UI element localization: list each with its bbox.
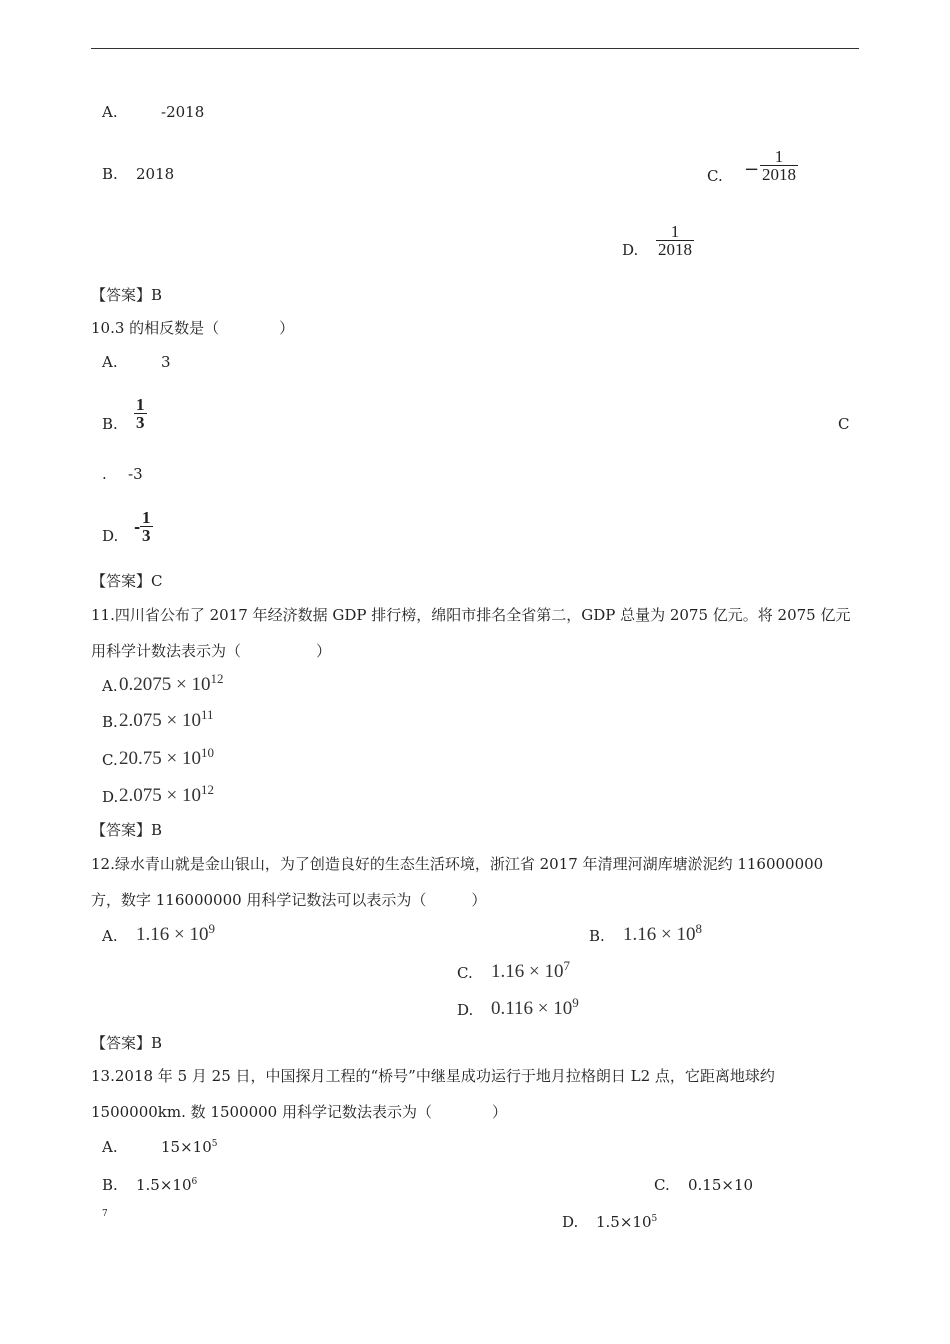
q9-option-a-value: -2018 bbox=[161, 103, 205, 121]
q12-answer: 【答案】B bbox=[91, 1034, 163, 1052]
q10-option-a-value: 3 bbox=[161, 353, 171, 371]
q12-option-a-base: 1.16 × 10 bbox=[136, 924, 209, 945]
q9-option-c-sign: − bbox=[744, 159, 760, 180]
q9-option-b-value: 2018 bbox=[136, 165, 175, 183]
q9-option-c-denominator: 2018 bbox=[762, 165, 796, 184]
q12-option-a-exponent: 9 bbox=[208, 921, 215, 936]
q11-option-c-base: 20.75 × 10 bbox=[119, 748, 201, 769]
q13-option-d-value bbox=[596, 1212, 657, 1232]
q9-option-d-numerator: 1 bbox=[670, 222, 680, 241]
q13-option-a-base: 15×10 bbox=[161, 1138, 212, 1156]
q10-option-c-value: -3 bbox=[128, 465, 143, 483]
q10-answer: 【答案】C bbox=[91, 572, 163, 590]
q11-option-a-value bbox=[119, 671, 224, 696]
q9-option-b-label: B. bbox=[102, 165, 118, 183]
q11-option-d-exponent: 12 bbox=[200, 782, 214, 797]
q9-answer: 【答案】B bbox=[91, 286, 163, 304]
q11-option-c-value bbox=[119, 745, 214, 770]
q11-option-a-exponent: 12 bbox=[210, 671, 224, 686]
q13-option-a-exponent: 5 bbox=[211, 1139, 218, 1149]
q10-option-d-numerator: 1 bbox=[142, 508, 151, 527]
q11-option-b-exponent: 11 bbox=[200, 707, 214, 722]
q12-option-d-base: 0.116 × 10 bbox=[491, 998, 573, 1019]
q9-option-c-fraction bbox=[760, 148, 798, 183]
q10-option-d-fraction bbox=[140, 509, 153, 544]
q9-option-d-denominator: 2018 bbox=[658, 240, 692, 259]
q12-option-c-value bbox=[491, 958, 570, 983]
q10-option-c-dot: . bbox=[102, 465, 107, 483]
q9-option-c-label: C. bbox=[707, 167, 723, 185]
q11-option-d-value bbox=[119, 782, 214, 807]
q11-option-b-value bbox=[119, 707, 214, 732]
q13-stem-line1: 13.2018 年 5 月 25 日，中国探月工程的“桥号”中继星成功运行于地月拉格朗日 L2 点，它距离地球约 bbox=[91, 1067, 775, 1085]
q9-option-a-label: A. bbox=[102, 103, 118, 121]
q10-option-d-denominator: 3 bbox=[142, 526, 151, 545]
q12-option-c-exponent: 7 bbox=[563, 958, 570, 973]
q11-stem-line2: 用科学计数法表示为（ ） bbox=[91, 642, 332, 660]
q13-option-a-label: A. bbox=[102, 1138, 118, 1156]
q11-option-c-label: C. bbox=[102, 751, 118, 769]
q12-option-d-value bbox=[491, 995, 579, 1020]
q13-option-d-exponent: 5 bbox=[651, 1214, 658, 1224]
q13-option-c-exponent: 7 bbox=[102, 1209, 108, 1219]
q10-stem: 10.3 的相反数是（ ） bbox=[91, 319, 295, 337]
q11-option-c-exponent: 10 bbox=[200, 745, 214, 760]
q10-option-d-label: D. bbox=[102, 527, 119, 545]
q13-option-b-exponent: 6 bbox=[191, 1177, 198, 1187]
q12-option-c-base: 1.16 × 10 bbox=[491, 961, 564, 982]
q11-option-d-base: 2.075 × 10 bbox=[119, 785, 201, 806]
q12-option-b-exponent: 8 bbox=[695, 921, 702, 936]
header-rule bbox=[91, 48, 859, 49]
q10-option-c-label: C bbox=[838, 415, 850, 433]
q12-option-c-label: C. bbox=[457, 964, 473, 982]
q9-option-d-fraction bbox=[656, 223, 694, 258]
q12-option-d-label: D. bbox=[457, 1001, 474, 1019]
q13-stem-line2: 1500000km. 数 1500000 用科学记数法表示为（ ） bbox=[91, 1103, 507, 1121]
q11-option-b-label: B. bbox=[102, 713, 118, 731]
q10-option-b-denominator: 3 bbox=[136, 413, 145, 432]
q10-option-b-fraction bbox=[134, 396, 147, 431]
q12-option-a-label: A. bbox=[102, 927, 118, 945]
q13-option-c-base: 0.15×10 bbox=[688, 1176, 754, 1194]
q12-option-d-exponent: 9 bbox=[572, 995, 579, 1010]
q13-option-d-label: D. bbox=[562, 1213, 579, 1231]
q11-option-d-label: D. bbox=[102, 788, 119, 806]
q13-option-d-base: 1.5×10 bbox=[596, 1213, 652, 1231]
q10-option-b-label: B. bbox=[102, 415, 118, 433]
q11-option-a-label: A. bbox=[102, 677, 118, 695]
q9-option-c-numerator: 1 bbox=[774, 147, 784, 166]
q13-option-a-value bbox=[161, 1137, 217, 1157]
q13-option-b-base: 1.5×10 bbox=[136, 1176, 192, 1194]
q12-option-b-base: 1.16 × 10 bbox=[623, 924, 696, 945]
q11-answer: 【答案】B bbox=[91, 821, 163, 839]
q12-stem-line1: 12.绿水青山就是金山银山，为了创造良好的生态生活环境，浙江省 2017 年清理河湖库塘淤泥约 116000000 bbox=[91, 855, 824, 873]
q10-option-d-sign: - bbox=[134, 518, 141, 536]
q11-option-a-base: 0.2075 × 10 bbox=[119, 674, 211, 695]
q13-option-c-label: C. bbox=[654, 1176, 670, 1194]
q12-option-a-value bbox=[136, 921, 215, 946]
q13-option-b-label: B. bbox=[102, 1176, 118, 1194]
q13-option-b-value bbox=[136, 1175, 197, 1195]
q12-option-b-value bbox=[623, 921, 702, 946]
q10-option-b-numerator: 1 bbox=[136, 395, 145, 414]
q9-option-d-label: D. bbox=[622, 241, 639, 259]
q12-option-b-label: B. bbox=[589, 927, 605, 945]
q11-option-b-base: 2.075 × 10 bbox=[119, 710, 201, 731]
q10-option-a-label: A. bbox=[102, 353, 118, 371]
q12-stem-line2: 方，数字 116000000 用科学记数法可以表示为（ ） bbox=[91, 891, 487, 909]
q11-stem-line1: 11.四川省公布了 2017 年经济数据 GDP 排行榜，绵阳市排名全省第二，GDP 总量为 2075 亿元。将 2075 亿元 bbox=[91, 606, 851, 624]
